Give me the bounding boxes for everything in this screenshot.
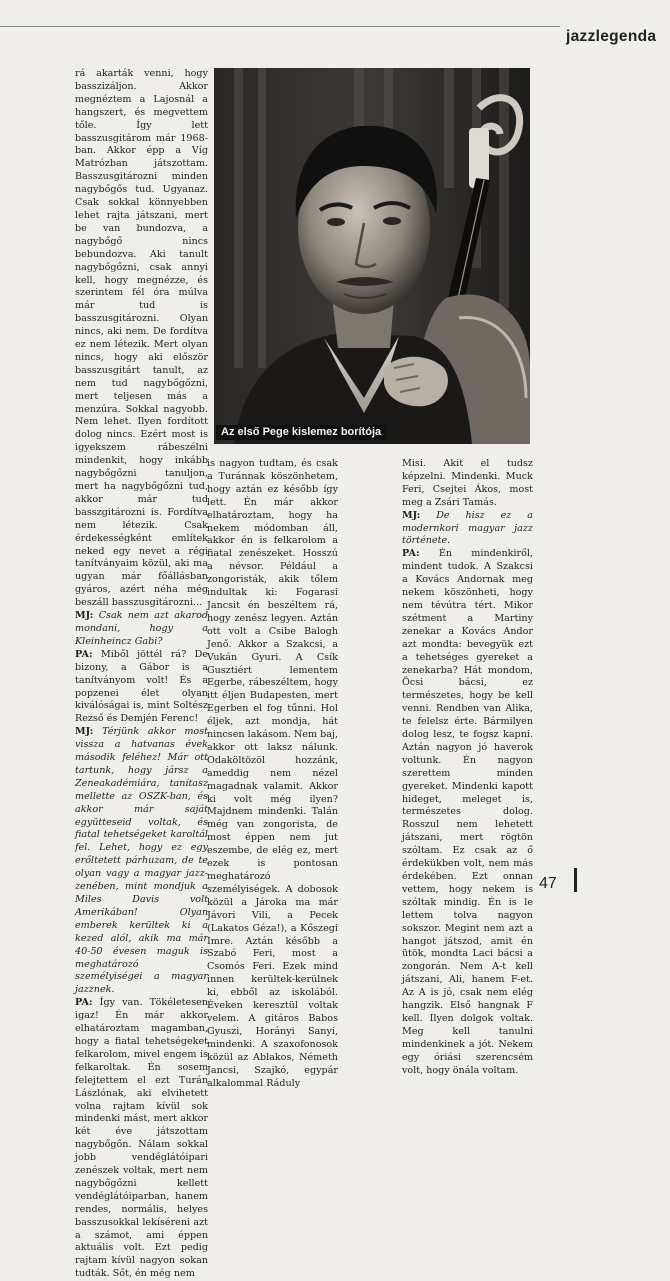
paragraph: [75, 610, 208, 649]
text-column-2: [207, 458, 338, 1090]
speaker-label: PA:: [75, 997, 93, 1009]
paragraph: [75, 726, 208, 997]
header-rule: [0, 26, 560, 27]
answer-text: Így van. Tökéletesen igaz! Én már akkor elhatároztam magamban, hogy a fiatal tehetségeket felkarolom, mivel engem is felkaroltak. Én sosem felejtettem el ezt Turán Lászlónak, aki elvihetett volna rajtam kívül sok mindenki mást, mert akkor két éve játszottam nagybőgőn. Nálam sokkal jobb vendéglátóipari zenészek voltak, mert nem nagybőgőzni kellett vendéglátóiparban, hanem rendes, normális, helyes basszusokkal lekíséreni azt a számot, ami éppen aktuális volt. Ezt pedig rajtam kívül nagyon sokan tudták. Sőt, én még nem: [75, 997, 208, 1280]
speaker-label: MJ:: [402, 509, 421, 521]
speaker-label: PA:: [402, 548, 420, 560]
question-text: De hisz ez a modernkori magyar jazz története.: [402, 509, 533, 547]
answer-text: is nagyon tudtam, és csak a Turánnak köszönhetem, hogy aztán ez később így lett. Én már akkor elhatároztam, hogy ha nekem módomban áll, akkor én is felkarolom a fiatal zenészeket. Hosszú a névsor. Például a zongoristák, akik tőlem indultak ki: Fogarasi Jancsit én beszéltem rá, hogy zenész legyen. Aztán ott volt a Csibe Balogh Jenő. Akkor a Szakcsi, a Vukán Gyuri. A Csík Gusztiért lementem Egerbe, rábeszéltem, hogy itt éljen Budapesten, mert Egerben el fog tűnni. Hol éljek, azt mondja, hát nincsen lakásom. Nem baj, akkor ott laksz nálunk. Odaköltözöl hozzánk, ameddig nem nézel magadnak valamit. Akkor ki volt még ilyen? Majdnem mindenki. Talán még van zongorista, de most éppen nem jut eszembe, de elég ez, mert ezek is pontosan meghatározó személyiségek. A dobosok közül a Jároka ma már Jávori Vili, a Pecek (Lakatos Géza!), a Kőszegi Imre. Aztán később a Szabó Feri, most a Csomós Feri. Ezek mind innen kerültek-kerülnek ki, ebből az iskolából. Éveken keresztül voltak velem. A gitáros Babos Gyuszi, Horányi Sanyi, mindenki. A szaxofonosok közül az Ablakos, Németh Jancsi, Szajkó, egypár alkalommal Ráduly: [207, 458, 338, 1089]
page-number-bar: [574, 868, 577, 892]
speaker-label: PA:: [75, 648, 93, 660]
paragraph: [402, 510, 533, 549]
paragraph: [402, 458, 533, 510]
answer-text: Misi. Akit el tudsz képzelni. Mindenki. Muck Feri, Csejtei Ákos, most meg a Zsári Tamás.: [402, 458, 533, 508]
paragraph: [75, 68, 208, 610]
paragraph: [75, 997, 208, 1281]
photo-illustration: [214, 68, 530, 444]
speaker-label: MJ:: [75, 610, 94, 622]
speaker-label: MJ:: [75, 726, 94, 738]
paragraph: [402, 548, 533, 1077]
answer-text: Miből jöttél rá? De bizony, a Gábor is a tanítványom volt! És a popzenei élet olyan kiválóságai is, mint Soltész Rezső és Demjén Ferenc!: [75, 648, 208, 725]
paragraph: [207, 458, 338, 1090]
answer-text: rá akarták venni, hogy basszizáljon. Akkor megnéztem a Lajosnál a hangszert, és megvettem tőle. Így lett basszusgitárom már 1968-ban. Akkor épp a Víg Matrózban játszottam. Basszusgitározni minden nagybőgős tud. Ugyanaz. Csak sokkal könnyebben lehet rajta játszani, mert be van bundozva, a nagybőgő nincs bebundozva. Aki tanult nagybőgőzni, csak annyi kell, hogy megnézze, és szerintem fél óra múlva már tud is basszusgitározni. Olyan nincs, aki nem. De fordítva ez nem létezik. Mert olyan nincs, hogy aki először basszusgitárt tanult, az nem tud nagybőgőzni, mert teljesen más a menzúra. Sokkal nagyobb. Nem lehet. Ilyen fordított dolog nincs. Ezért most is igyekszem rábeszélni mindenkit, hogy inkább nagybőgőzni tanuljon, mert ha nagybőgőzni tud, akkor már tud basszgitározni is. Fordítva nem létezik. Csak érdekességként említek neked egy nevet a régi tanítványaim közül, aki ma ugyan már főállásban gyáros, azért néha még beszáll basszusgitározni...: [75, 68, 208, 609]
text-column-1: [75, 68, 208, 1281]
section-title: jazzlegenda: [566, 28, 657, 45]
text-column-3: [402, 458, 533, 1078]
question-text: Csak nem azt akarod mondani, hogy a Kleinheincz Gabi?: [75, 610, 208, 647]
photo-caption: Az első Pege kislemez borítója: [216, 425, 387, 440]
answer-text: Én mindenkiről, mindent tudok. A Szakcsi a Kovács Andornak meg nekem köszönheti, hogy nem tévútra tért. Mikor szétment a Martiny zenekar a Kovács Andor azt mondta: bevegyük ezt a tehetséges gyereket a zenekarba? Hát mondom, Öcsi bácsi, ez természetes, hogy be kell venni. Rendben van Alika, te felelsz érte. Bármilyen dolog lesz, te fogsz kapni. Aztán nagyon jó haverok voltunk. Én nagyon szerettem minden gyereket. Mindenki kapott hideget, meleget is, természetes dolog. Rosszul nem lehetett játszani, mert rögtön szóltam. Ez csak az ő érdekükben volt, nem más érdekében. Ezt onnan vettem, hogy nekem is szóltak mindig. Én is le lettem tolva nagyon sokszor. Megint nem azt a hangot játszod, amit én ütök, mondta Laci bácsi a zongorán. Nem A-t kell játszani, Ali, hanem F-et. Az A is jó, csak nem elég hangzik. Első hangnak F kell. Ilyen dolgok voltak. Meg kell tanulni mindenkinek a jót. Nekem egy óriási szerencsém volt, hogy önála voltam.: [402, 548, 533, 1076]
paragraph: [75, 649, 208, 726]
photo-pege-bassist: [214, 68, 530, 444]
question-text: Térjünk akkor most vissza a hatvanas évek második feléhez! Már ott tartunk, hogy jársz a Zeneakadémiára, tanítasz mellette az OSZK-ban, és akkor már saját együtteseid voltak, és fiatal tehetségeket karoltál fel. Lehet, hogy ez egy erőltetett párhuzam, de te olyan vagy a magyar jazz-zenében, mint mondjuk a Miles Davis volt Amerikában! Olyan emberek kerültek ki a kezed alól, akik ma már 40-50 évesen maguk is meghatározó személyiségei a magyar jazznek.: [75, 726, 208, 996]
page-number: 47: [539, 875, 557, 892]
